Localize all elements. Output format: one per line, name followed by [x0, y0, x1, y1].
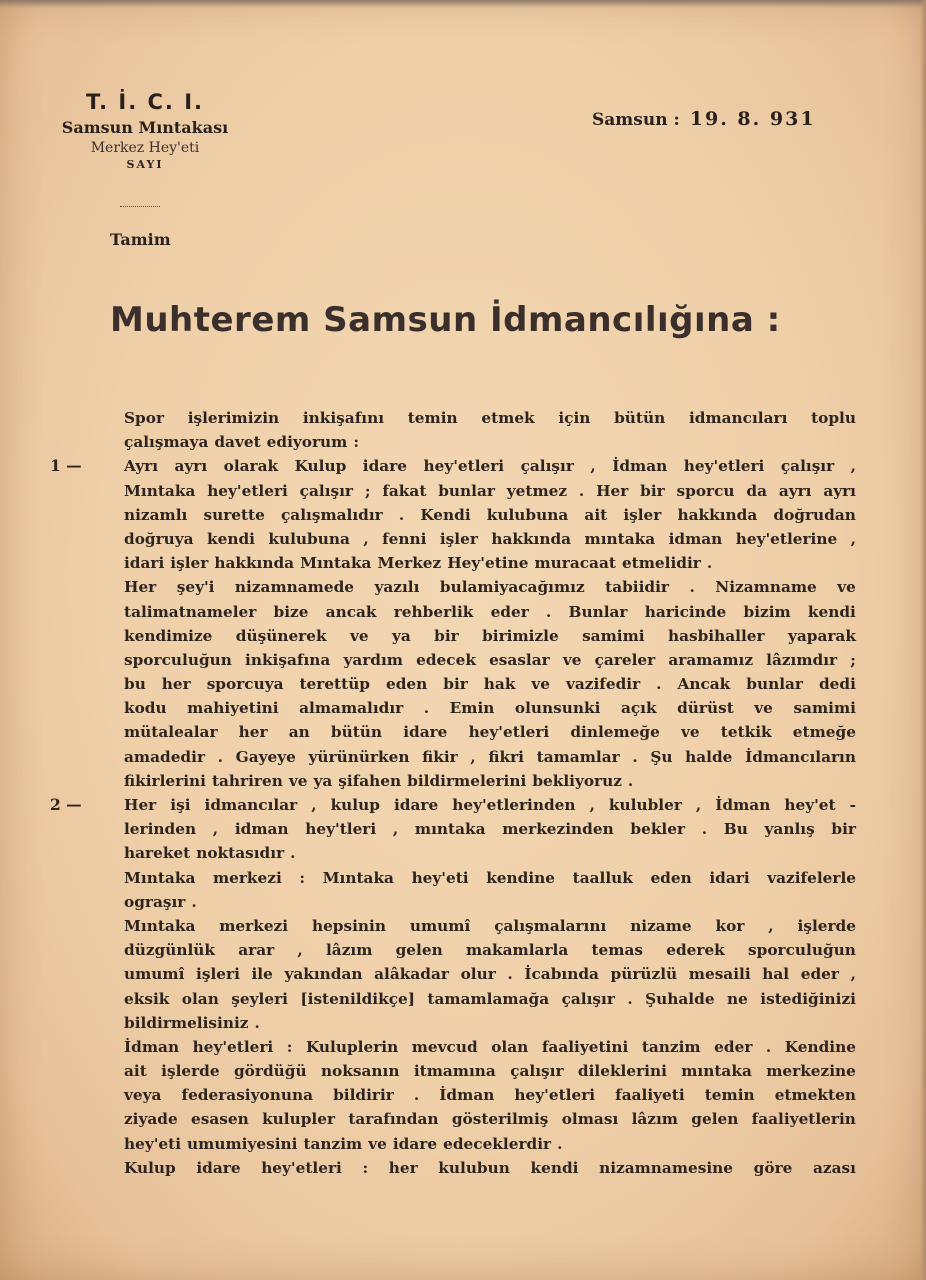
text-line: fikirlerini tahriren ve ya şifahen bildirmelerini bekliyoruz . — [124, 771, 634, 790]
number-blank — [120, 206, 160, 207]
text-line: talimatnameler bize ancak rehberlik eder . Bunlar haricinde bizim kendi — [124, 602, 856, 621]
text-line: eksik olan şeyleri [istenildikçe] tamamlamağa çalışır . Şuhalde ne istediğinizi — [124, 989, 856, 1008]
letterhead — [50, 90, 240, 171]
text-line: hey'eti umumiyesini tanzim ve idare edeceklerdir . — [124, 1134, 563, 1153]
numbered-item — [50, 793, 856, 1180]
text-line: hareket noktasıdır . — [124, 844, 296, 863]
paper-right-edge — [920, 0, 926, 1280]
document-body — [50, 406, 856, 1180]
text-line: Ayrı ayrı olarak Kulup idare hey'etleri çalışır , İdman hey'etleri çalışır , — [124, 457, 856, 476]
item-number: 1 — — [50, 456, 82, 476]
region-name: Samsun Mıntakası — [61, 118, 229, 137]
text-line: sporculuğun inkişafına yardım edecek esaslar ve çareler aramamız lâzımdır ; — [124, 650, 856, 669]
text-line: kodu mahiyetini almamalıdır . Emin olunsunki açık dürüst ve samimi — [124, 699, 856, 718]
organization-name: T. İ. C. I. — [85, 90, 205, 114]
date-line — [592, 108, 816, 130]
text-line: kendimize düşünerek ve ya bir birimizle samimi hasbihaller yaparak — [124, 626, 856, 645]
text-line: bu her sporcuya terettüp eden bir hak ve vazifedir . Ancak bunlar dedi — [124, 675, 856, 694]
text-line: düzgünlük arar , lâzım gelen makamlarla temas ederek sporculuğun — [124, 941, 856, 960]
numbered-item — [50, 454, 856, 793]
text-line: nizamlı surette çalışmalıdır . Kendi kulubuna ait işler hakkında doğrudan — [124, 505, 856, 524]
text-line: Mıntaka merkezi : Mıntaka hey'eti kendine taalluk eden idari vazifelerle — [124, 868, 856, 887]
text-line: Her işi idmancılar , kulup idare hey'etlerinden , kulubler , İdman hey'et - — [124, 796, 856, 814]
text-line: Mıntaka hey'etleri çalışır ; fakat bunlar yetmez . Her bir sporcu da ayrı ayrı — [124, 481, 856, 500]
item-content — [124, 454, 856, 793]
text-line: İdman hey'etleri : Kuluplerin mevcud olan faaliyetini tanzim eder . Kendine — [124, 1037, 856, 1056]
text-line: ograşır . — [124, 892, 197, 911]
subject-label: Tamim — [110, 230, 171, 249]
intro-line: çalışmaya davet ediyorum : — [124, 433, 360, 452]
text-line: idari işler hakkında Mıntaka Merkez Hey'etine muracaat etmelidir . — [124, 554, 713, 573]
document-title: Muhterem Samsun İdmancılığına : — [110, 300, 781, 340]
text-line: Her şey'i nizamnamede yazılı bulamiyacağımız tabiidir . Nizamname ve — [124, 578, 856, 597]
board-name: Merkez Hey'eti — [90, 140, 200, 156]
intro-content — [124, 406, 856, 454]
intro-paragraph — [50, 406, 856, 454]
text-line: bildirmelisiniz . — [124, 1013, 260, 1032]
text-line: mütalealar her an bütün idare hey'etleri dinlemeğe ve tetkik etmeğe — [124, 723, 856, 742]
text-line: Mıntaka merkezi hepsinin umumî çalışmalarını nizame kor , işlerde — [124, 916, 856, 935]
text-line: amadedir . Gayeye yürünürken fikir , fikri tamamlar . Şu halde İdmancıların — [124, 747, 856, 766]
item-content — [124, 793, 856, 1180]
item-number: 2 — — [50, 795, 82, 814]
intro-line: Spor işlerimizin inkişafını temin etmek için bütün idmancıları toplu — [124, 409, 856, 427]
numbered-items — [50, 454, 856, 1180]
text-line: doğruya kendi kulubuna , fenni işler hakkında mıntaka idman hey'etlerine , — [124, 529, 856, 548]
text-line: veya federasiyonuna bildirir . İdman hey'etleri faaliyeti temin etmekten — [124, 1086, 856, 1105]
paper-top-edge — [0, 0, 926, 8]
date-value: 19. 8. 931 — [689, 108, 816, 130]
text-line: lerinden , idman hey'tleri , mıntaka merkezinden bekler . Bu yanlış bir — [124, 820, 856, 839]
text-line: Kulup idare hey'etleri : her kulubun kendi nizamnamesine göre azası — [124, 1158, 856, 1177]
text-line: ziyade esasen kulupler tarafından gösterilmiş olması lâzım gelen faaliyetlerin — [124, 1110, 856, 1129]
text-line: umumî işleri ile yakından alâkadar olur . İcabında pürüzlü mesaili hal eder , — [124, 965, 856, 984]
text-line: ait işlerde gördüğü noksanın itmamına çalışır dileklerini mıntaka merkezine — [124, 1062, 856, 1081]
number-label: SAYI — [126, 158, 164, 171]
date-place: Samsun : — [592, 110, 680, 130]
